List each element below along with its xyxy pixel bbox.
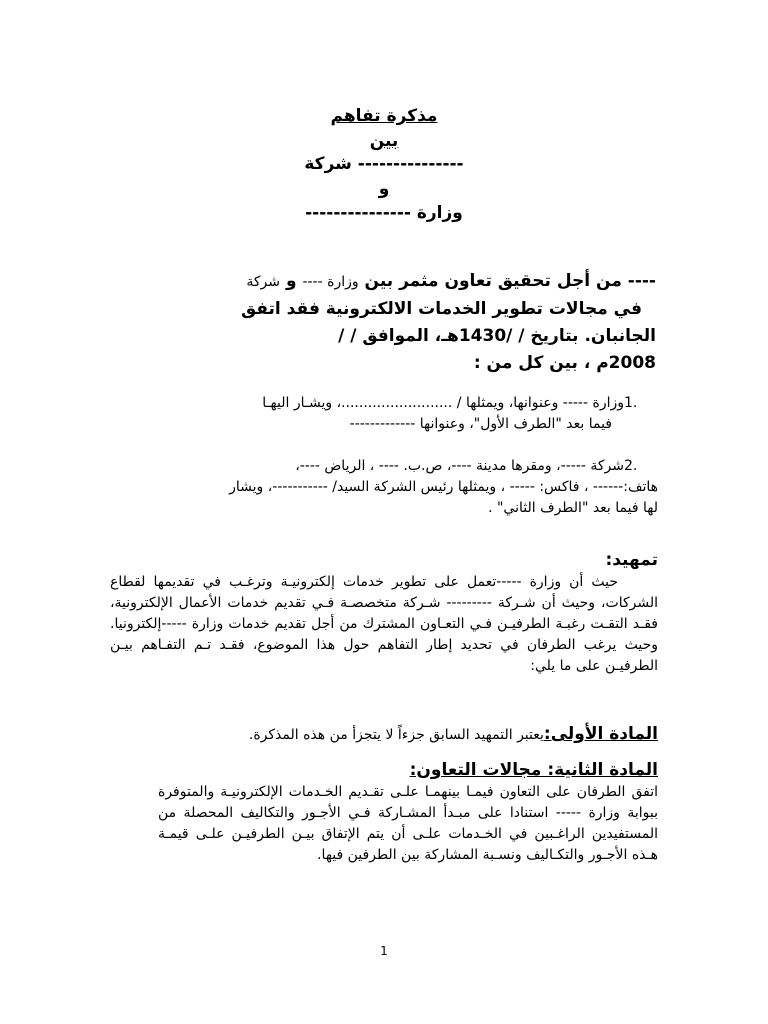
intro-line1-a: ---- من أجل تحقيق تعاون مثمر بين	[364, 271, 656, 291]
party-item-1	[110, 393, 658, 435]
party2-line3: لها فيما بعد "الطرف الثاني" .	[488, 500, 658, 516]
party-number-1: .1	[624, 395, 638, 411]
between-label: بين	[369, 131, 399, 151]
article1-section	[110, 722, 658, 746]
intro-line3: الجانبان. بتاريخ / /1430هـ، الموافق / /	[338, 326, 656, 346]
intro-line1-d: شركة	[246, 274, 281, 290]
intro-line1-b: وزارة ----	[302, 274, 359, 290]
party2-line1: شركة -----، ومقرها مدينة ----، ص.ب. ---- ، الرياض ----،	[295, 458, 624, 474]
intro-line1-c: و	[285, 271, 297, 291]
article2-heading: المادة الثانية: مجالات التعاون:	[409, 760, 658, 780]
page-number: 1	[380, 944, 388, 958]
intro-paragraph	[104, 268, 656, 377]
intro-line2: في مجالات تطوير الخدمات الالكترونية فقد اتفق	[240, 299, 642, 319]
party1-line1: وزارة ----- وعنوانها، ويمثلها / .........................، ويشـار اليهـا	[262, 395, 624, 411]
preamble-text: حيث أن وزارة -----تعمل على تطوير خدمات إلكترونيـة وترغـب في تقديمها لقطاع الشركات، وحيث أن شـركة --------- شـركة متخصصـة فـي تقديم خدمات الأعمال الإلكترونية، فقـد التقـت رغبـة الطرفيـن فـي التعـاون المشترك من أجل تقديم خدمات وزارة -----إلكترونيا. وحيث يرغب الطرفان في تحديد إطار التفاهم حول هذا الموضوع، فقـد تـم التفـاهم بيـن الطرفيـن على ما يلي:	[110, 574, 658, 674]
article2-text: اتفق الطرفان على التعاون فيمـا بينهمـا علـى تقـديم الخـدمات الإلكترونيـة والمتوفرة ببوابة وزارة ----- استنادا على مبـدأ المشـاركة فـي الأجـور والتكاليف المحصلة من المستفيدين الراغـبين في الخـدمات علـى أن يتم الإتفاق بيـن الطرفيـن علـى قيمـة هـذه الأجـور والتكـاليف ونسـبة المشاركة بين الطرفين فيها.	[158, 784, 658, 863]
ministry-line: وزارة ---------------	[305, 203, 463, 223]
article2-section	[110, 758, 658, 866]
party2-line2: هاتف:------ ، فاكس: ----- ، ويمثلها رئيس الشركة السيد/ -----------، ويشار	[229, 479, 658, 495]
preamble-section	[110, 548, 658, 677]
company-line: --------------- شركة	[304, 154, 464, 174]
party-number-2: .2	[624, 458, 638, 474]
and-label: و	[378, 179, 390, 199]
party1-line2: فيما بعد "الطرف الأول"، وعنوانها -------------	[349, 416, 612, 432]
article1-heading: المادة الأولى:	[543, 724, 658, 744]
preamble-heading: تمهيد:	[605, 550, 658, 570]
intro-line4: 2008م ، بين كل من :	[473, 353, 656, 373]
party-item-2	[110, 456, 658, 519]
article1-text: يعتبر التمهيد السابق جزءاً لا يتجزأ من هذه المذكرة.	[248, 727, 544, 743]
document-title: مذكرة تفاهم	[330, 106, 438, 126]
